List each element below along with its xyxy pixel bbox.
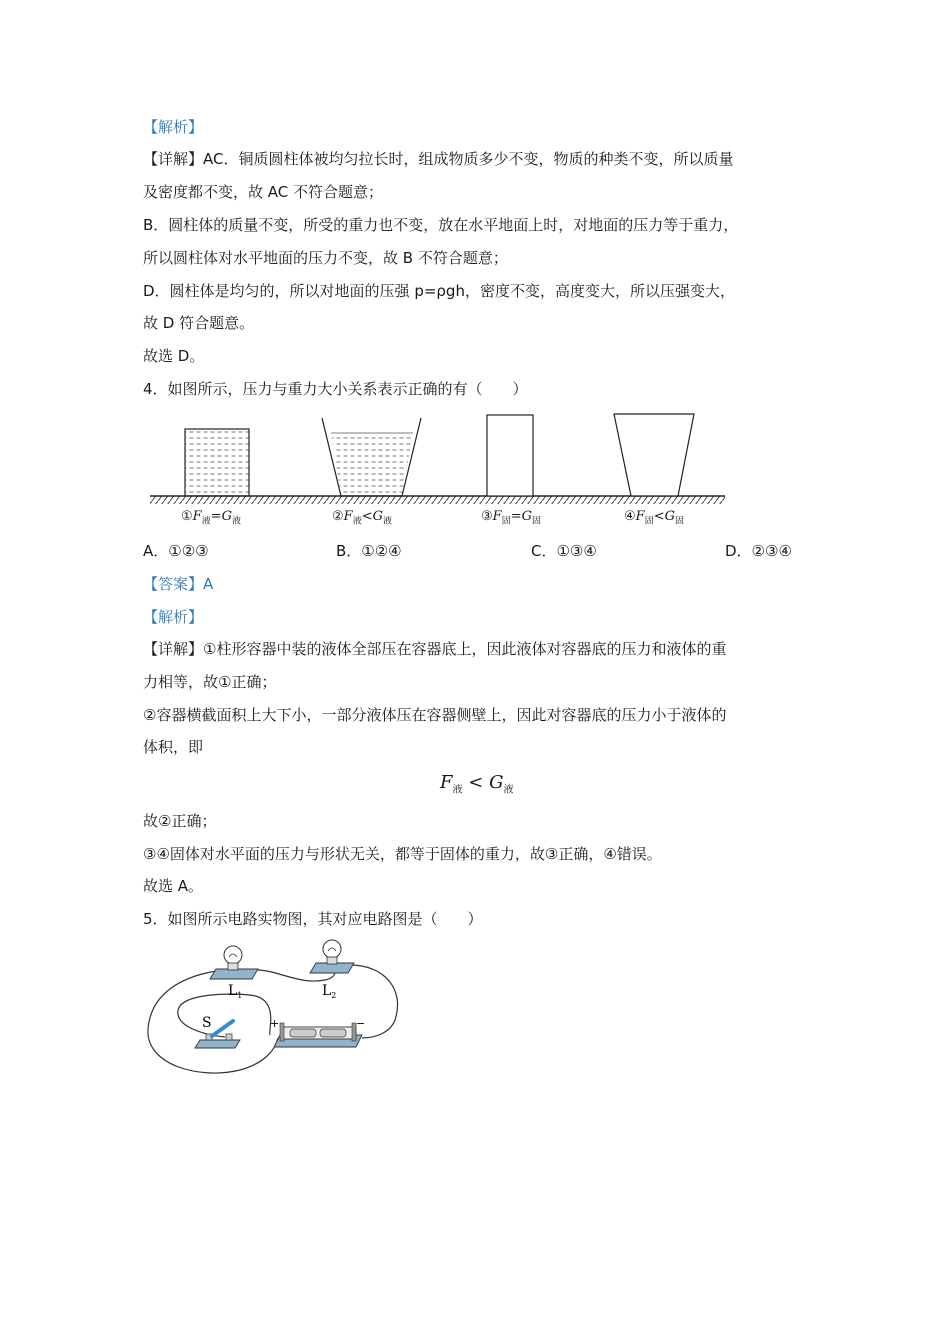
option-a: A．①②③	[143, 542, 209, 560]
label-l2: $L_2$	[322, 983, 337, 1000]
solid-4-frustum	[614, 414, 694, 496]
option-d: D．②③④	[725, 542, 792, 560]
container-2-liquid	[331, 433, 413, 496]
inequality-formula: $F_液 < G_液$	[440, 772, 514, 796]
detail-line: 力相等，故①正确；	[143, 673, 277, 691]
caption-1: $①F_液=G_液$	[181, 509, 242, 527]
detail-line: 【详解】AC．铜质圆柱体被均匀拉长时，组成物质多少不变，物质的种类不变，所以质量	[143, 150, 734, 168]
label-plus: +	[270, 1017, 280, 1030]
analysis-heading: 【解析】	[143, 608, 204, 626]
question-4-stem: 4．如图所示，压力与重力大小关系表示正确的有（ ）	[143, 380, 528, 398]
analysis-heading: 【解析】	[143, 118, 204, 136]
detail-line: 所以圆柱体对水平地面的压力不变，故 B 不符合题意；	[143, 249, 508, 267]
option-c: C．①③④	[531, 542, 597, 560]
choice-line: 故选 A。	[143, 877, 204, 895]
detail-line: ③④固体对水平面的压力与形状无关，都等于固体的重力，故③正确，④错误。	[143, 845, 662, 863]
lamp-l1	[210, 946, 258, 979]
wire	[148, 970, 278, 1073]
detail-line: 故 D 符合题意。	[143, 314, 255, 332]
lamp-l2	[310, 940, 354, 973]
detail-line: B．圆柱体的质量不变，所受的重力也不变，放在水平地面上时，对地面的压力等于重力，	[143, 216, 739, 234]
caption-4: $④F_固<G_固$	[624, 509, 685, 527]
question-5-stem: 5．如图所示电路实物图，其对应电路图是（ ）	[143, 910, 483, 928]
answer-line: 【答案】A	[143, 575, 214, 593]
label-s: S	[202, 1015, 212, 1031]
choice-line: 故选 D。	[143, 347, 205, 365]
caption-3: $③F_固=G_固$	[481, 509, 542, 527]
option-b: B．①②④	[336, 542, 402, 560]
detail-line: ②容器横截面积上大下小，一部分液体压在容器侧壁上，因此对容器底的压力小于液体的	[143, 706, 727, 724]
detail-line: 【详解】①柱形容器中装的液体全部压在容器底上，因此液体对容器底的压力和液体的重	[143, 640, 727, 658]
caption-2: $②F_液<G_液$	[332, 509, 393, 527]
detail-line: 故②正确；	[143, 812, 217, 830]
wire	[178, 994, 271, 1037]
detail-line: 体积，即	[143, 738, 204, 756]
detail-line: 及密度都不变，故 AC 不符合题意；	[143, 183, 384, 201]
circuit-figure	[140, 935, 440, 1085]
ground-hatch	[150, 496, 725, 504]
label-l1: $L_1$	[228, 983, 243, 1000]
solid-3-block	[487, 415, 533, 496]
battery-box	[274, 1023, 362, 1047]
detail-line: D．圆柱体是均匀的，所以对地面的压强 p=ρgh，密度不变，高度变大，所以压强变大，	[143, 282, 735, 300]
pressure-containers-figure	[140, 405, 740, 505]
label-minus: −	[356, 1017, 366, 1030]
container-1-liquid	[185, 429, 249, 496]
